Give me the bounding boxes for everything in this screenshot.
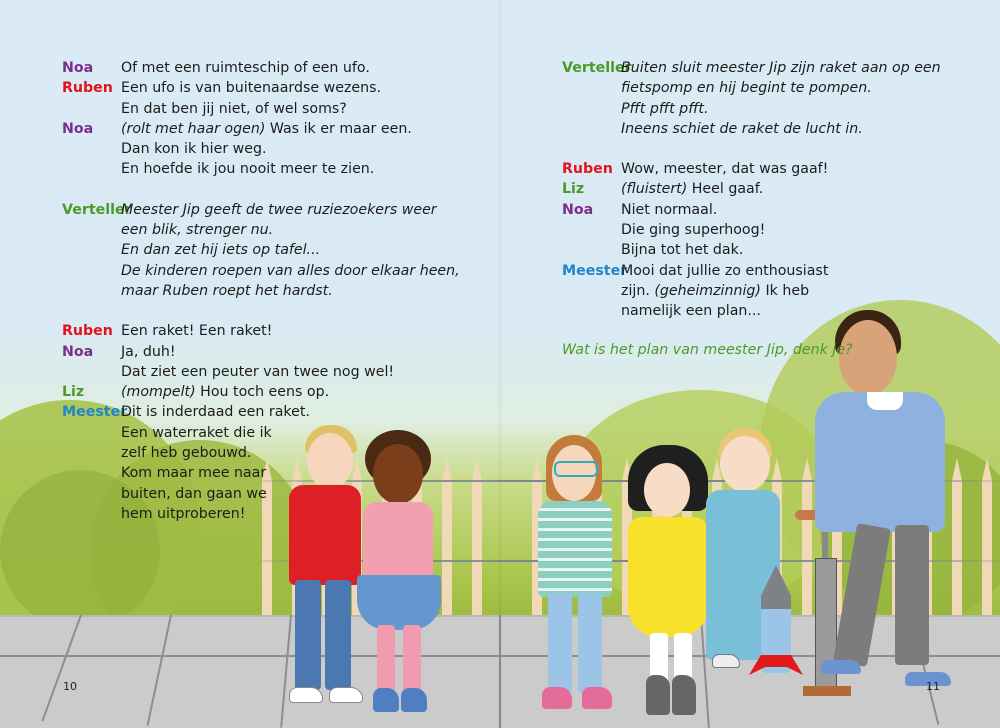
spoken-text: Wow, meester, dat was gaaf! [621, 161, 829, 178]
dialogue-line [562, 179, 941, 199]
speaker-label: Ruben [62, 323, 113, 340]
left-page-text [62, 58, 460, 524]
stage-direction: (mompelt) [121, 384, 196, 401]
spoken-text: Mooi dat jullie zo enthousiast [621, 262, 829, 279]
speaker-label [562, 119, 621, 139]
spoken-text: Een ufo is van buitenaardse wezens. [121, 80, 382, 97]
line-text [121, 159, 374, 179]
line-text [621, 301, 761, 321]
speaker-label [62, 281, 121, 301]
narration-text: De kinderen roepen van alles door elkaar heen, [121, 262, 460, 279]
speaker-label: Liz [62, 384, 85, 401]
speaker-label: Liz [562, 181, 585, 198]
stage-direction: (geheimzinnig) [654, 282, 761, 299]
spoken-text: Heel gaaf. [687, 181, 764, 198]
dialogue-line [62, 261, 460, 281]
spoken-text: Was ik er maar een. [265, 120, 412, 137]
speaker-label [62, 159, 121, 179]
speaker-label [62, 139, 121, 159]
fence-picket [472, 458, 482, 620]
line-text [121, 200, 437, 220]
line-text [121, 342, 176, 362]
dialogue-line [562, 58, 941, 78]
narration-text: En dan zet hij iets op tafel... [121, 242, 321, 259]
spoken-text: Die ging superhoog! [621, 222, 766, 239]
dialogue-line [562, 78, 941, 98]
narration-text: fietspomp en hij begint te pompen. [621, 80, 872, 97]
dialogue-line [62, 220, 460, 240]
dialogue-line [62, 78, 460, 98]
line-text [121, 423, 272, 443]
dialogue-line [62, 382, 460, 402]
dialogue-line [62, 321, 460, 341]
spoken-text: namelijk een plan... [621, 303, 761, 320]
narration-text: Buiten sluit meester Jip zijn raket aan op een [621, 60, 941, 76]
speaker-label: Ruben [62, 80, 113, 97]
dialogue-line [62, 504, 460, 524]
dialogue-line [62, 423, 460, 443]
speaker-label [562, 301, 621, 321]
dialogue-line [62, 200, 460, 220]
line-text [621, 240, 743, 260]
speaker-label [562, 220, 621, 240]
dialogue-line [62, 443, 460, 463]
line-text [121, 281, 333, 301]
dialogue-line [62, 139, 460, 159]
reading-question: Wat is het plan van meester Jip, denk je? [562, 341, 853, 358]
speaker-label [562, 78, 621, 98]
stage-direction: (fluistert) [621, 181, 688, 198]
line-text [121, 78, 381, 98]
speaker-label [62, 484, 121, 504]
block-gap [62, 180, 460, 200]
speaker-label: Noa [62, 120, 94, 137]
line-text [121, 402, 310, 422]
block-gap [562, 139, 941, 159]
dialogue-line [562, 301, 941, 321]
dialogue-line [62, 402, 460, 422]
line-text [621, 179, 763, 199]
dialogue-line [562, 261, 941, 281]
dialogue-line [562, 119, 941, 139]
spoken-text: En dat ben jij niet, of wel soms? [121, 100, 347, 117]
line-text [621, 220, 765, 240]
spoken-text: buiten, dan gaan we [121, 485, 267, 502]
speaker-label: Verteller [562, 60, 632, 76]
dialogue-line [562, 159, 941, 179]
line-text [121, 484, 267, 504]
speaker-label: Noa [62, 343, 94, 360]
dialogue-line [62, 58, 460, 78]
spoken-text: zelf heb gebouwd. [121, 445, 252, 462]
spoken-text: Een raket! Een raket! [121, 323, 273, 340]
spoken-text: hem uitproberen! [121, 505, 246, 522]
speaker-label [62, 261, 121, 281]
spoken-text: En hoefde ik jou nooit meer te zien. [121, 161, 375, 178]
narration-text: Pfft pfft pfft. [621, 100, 709, 117]
line-text [621, 159, 828, 179]
right-page-text [562, 58, 941, 358]
dialogue-line [62, 362, 460, 382]
spoken-text: Een waterraket die ik [121, 424, 272, 441]
stage-direction: (rolt met haar ogen) [121, 120, 266, 137]
line-text [121, 220, 273, 240]
narration-text: maar Ruben roept het hardst. [121, 282, 333, 299]
line-text [621, 119, 863, 139]
fence-picket [982, 458, 992, 620]
dialogue-line [62, 240, 460, 260]
speaker-label [562, 240, 621, 260]
spoken-text: Ik heb [760, 282, 810, 299]
dialogue-line [62, 99, 460, 119]
spoken-text: Dit is inderdaad een raket. [121, 404, 310, 421]
narration-text: Ineens schiet de raket de lucht in. [621, 120, 863, 137]
line-text [121, 504, 245, 524]
speaker-label: Ruben [562, 161, 613, 178]
line-text [621, 261, 828, 281]
spoken-text: Bijna tot het dak. [621, 242, 744, 259]
line-text [121, 321, 272, 341]
line-text [621, 99, 709, 119]
line-prefix: zijn. [621, 282, 655, 299]
spoken-text: Kom maar mee naar [121, 465, 267, 482]
dialogue-line [62, 159, 460, 179]
line-text [121, 99, 347, 119]
speaker-label [62, 240, 121, 260]
spoken-text: Dan kon ik hier weg. [121, 141, 267, 158]
dialogue-line [562, 281, 941, 301]
speaker-label: Meester [62, 404, 128, 421]
spoken-text: Dat ziet een peuter van twee nog wel! [121, 363, 395, 380]
line-text [621, 78, 872, 98]
speaker-label: Noa [562, 201, 594, 218]
dialogue-line [62, 119, 460, 139]
spoken-text: Hou toch eens op. [195, 384, 330, 401]
line-text [121, 382, 329, 402]
line-text [121, 362, 394, 382]
dialogue-line [62, 281, 460, 301]
dialogue-line [562, 200, 941, 220]
speaker-label [62, 220, 121, 240]
line-text [121, 139, 267, 159]
line-text [121, 58, 370, 78]
spoken-text: Of met een ruimteschip of een ufo. [121, 60, 370, 76]
line-text [121, 240, 320, 260]
line-text [121, 463, 266, 483]
block-gap [62, 301, 460, 321]
speaker-label [62, 362, 121, 382]
line-text [121, 443, 251, 463]
dialogue-line [562, 240, 941, 260]
line-text [121, 119, 412, 139]
page-gutter [498, 0, 502, 728]
speaker-label [562, 99, 621, 119]
speaker-label: Verteller [62, 201, 132, 218]
dialogue-line [62, 342, 460, 362]
speaker-label [562, 281, 621, 301]
speaker-label [62, 463, 121, 483]
line-text [621, 281, 809, 301]
speaker-label: Meester [562, 262, 628, 279]
speaker-label [62, 423, 121, 443]
dialogue-line [562, 220, 941, 240]
dialogue-line [562, 99, 941, 119]
speaker-label [62, 99, 121, 119]
fence-picket [952, 458, 962, 620]
spoken-text: Niet normaal. [621, 201, 718, 218]
fence-picket [802, 458, 812, 620]
line-text [121, 261, 460, 281]
line-text [621, 58, 941, 78]
spoken-text: Ja, duh! [121, 343, 176, 360]
line-text [621, 200, 717, 220]
speaker-label [62, 504, 121, 524]
speaker-label: Noa [62, 60, 94, 76]
narration-text: Meester Jip geeft de twee ruziezoekers weer [121, 201, 437, 218]
narration-text: een blik, strenger nu. [121, 222, 274, 239]
dialogue-line [62, 484, 460, 504]
page-number-right: 11 [926, 680, 940, 693]
dialogue-line [62, 463, 460, 483]
speaker-label [62, 443, 121, 463]
page-number-left: 10 [63, 680, 77, 693]
